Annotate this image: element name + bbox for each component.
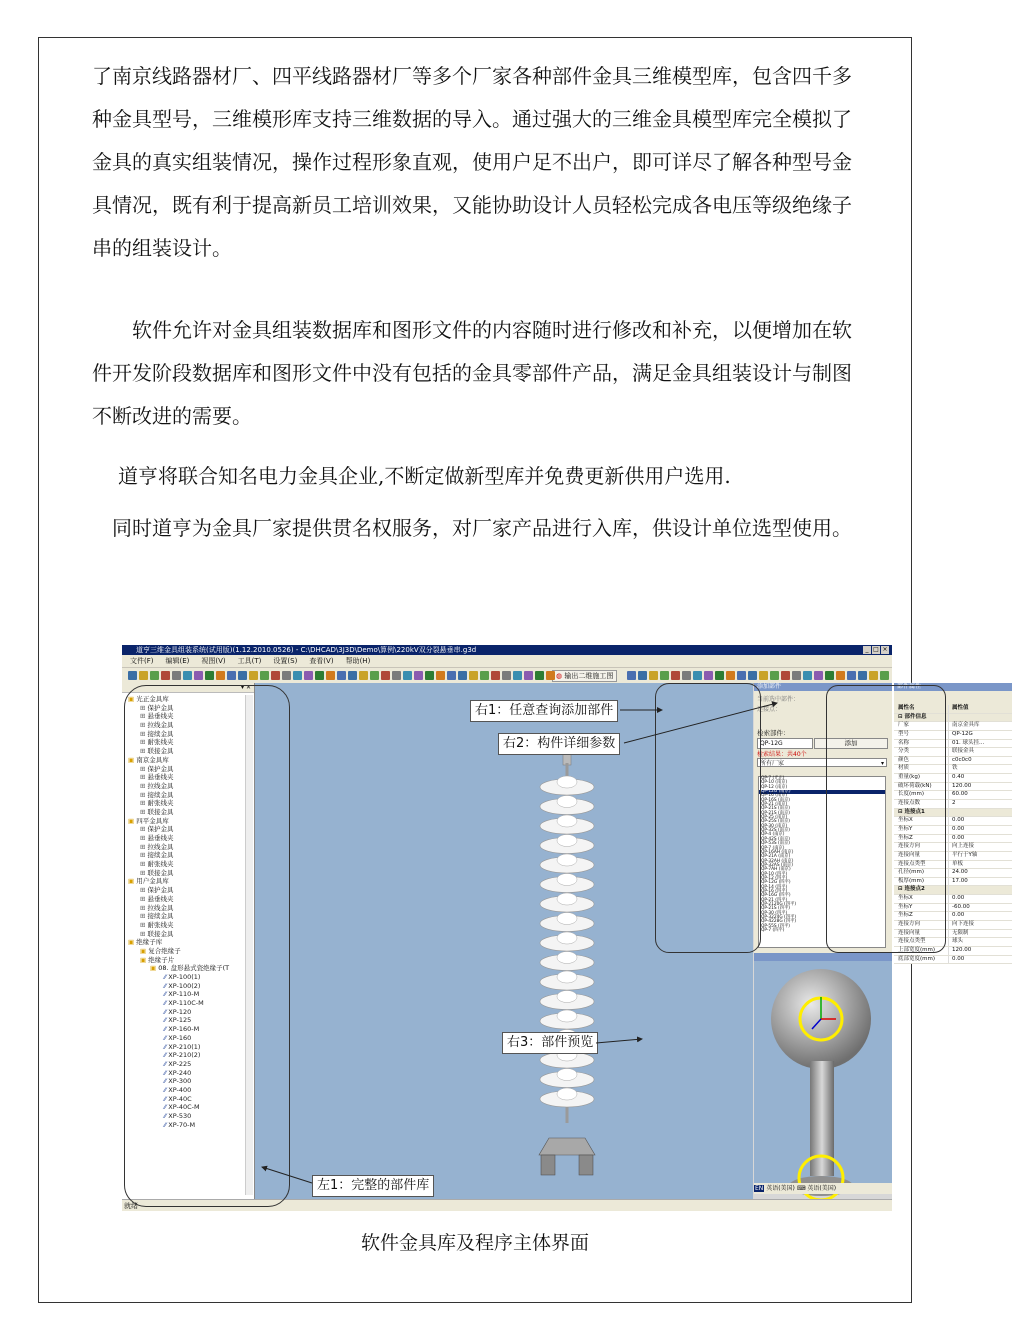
tree-item[interactable]: ⊞ 接续金具 (126, 912, 250, 921)
prop-name: 坐标Y (898, 825, 913, 832)
search-result-item[interactable]: QP-21A (南京) (761, 854, 791, 860)
tree-item[interactable]: ▣ 复合绝缘子 (126, 947, 250, 956)
search-result-item[interactable]: QP-21S (南京) (761, 810, 790, 816)
tree-item[interactable]: ⁄⁄ XP-225 (126, 1060, 250, 1069)
add-button[interactable]: 添加 (814, 738, 888, 749)
window-title: 道亨三维金具组装系统(试用版)(1.12.2010.0526) - C:\DHCAD\3J3D\Demo\算例\220kV双分裂悬垂串.g3d (136, 646, 477, 654)
prop-name: 连接点类型 (898, 860, 926, 867)
search-result-item[interactable]: QP-2120G (四平) (761, 901, 797, 907)
search-result-item[interactable]: QP-16 (四平) (761, 888, 788, 894)
prop-value (948, 714, 1012, 722)
prop-value: 联接金具 (948, 748, 1012, 756)
paragraph-1: 了南京线路器材厂、四平线路器材厂等多个厂家各种部件金具三维模型库，包含四千多种金具型号，三维模形库支持三维数据的导入。通过强大的三维金具模型库完全模拟了金具的真实组装情况，操作过程形象直观，使用户足不出户，即可详尽了解各种型号金具情况，既有利于提高新员工培训效果，又能协助设计人员轻松完成各电压等级绝缘子串的组装设计。 (92, 64, 852, 260)
search-panel-header: 添加部件 (754, 683, 892, 691)
prop-value: 0.00 (948, 912, 1012, 920)
tree-item[interactable]: ▣ 四平金具库 (126, 817, 250, 826)
prop-value: 17.00 (948, 878, 1012, 886)
search-result-item[interactable]: QP-16S (南京) (761, 797, 790, 803)
tree-item[interactable]: ▣ 用户金具库 (126, 877, 250, 886)
pane-header: ▾ ✕ (122, 683, 254, 693)
tree-item[interactable]: ▣ 绝缘子片 (126, 956, 250, 965)
tree-item[interactable]: ▣ 08. 盘形悬式瓷绝缘子(T (126, 964, 250, 973)
prop-name: 坐标X (898, 817, 913, 824)
tree-item[interactable]: ⊞ 悬垂线夹 (126, 895, 250, 904)
paragraph-3: 道亨将联合知名电力金具企业,不断定做新型库并免费更新供用户选用. (118, 464, 731, 488)
tree-item[interactable]: ⁄⁄ XP-40C (126, 1095, 250, 1104)
search-result-item[interactable]: QP-25 (南京) (761, 815, 788, 821)
figure-caption: 软件金具库及程序主体界面 (360, 1232, 589, 1254)
search-result-item[interactable]: QP-10 (南京) (761, 780, 788, 786)
menu-item-3[interactable]: 工具(T) (237, 657, 262, 665)
prop-value: 无限制 (948, 930, 1012, 938)
prop-name: 坐标Z (898, 912, 913, 919)
search-result-item[interactable]: QP-32S (南京) (761, 828, 790, 834)
prop-name: 连接点数 (898, 800, 921, 807)
prop-value: 南京金具库 (948, 722, 1012, 730)
search-result-item[interactable]: QP-32AS (南京) (761, 862, 793, 868)
prop-name: 孔径(mm) (898, 869, 925, 876)
prop-value: QP-12G (948, 731, 1012, 739)
prop-value: 0.40 (948, 774, 1012, 782)
tree-item[interactable]: ⊞ 耐张线夹 (126, 799, 250, 808)
prop-name: 连接方向 (898, 921, 921, 928)
tree-item[interactable]: ⊞ 拉线金具 (126, 843, 250, 852)
prop-name: 坐标X (898, 895, 913, 902)
search-result-item[interactable]: QP-12 (四平) (761, 875, 788, 881)
prop-value: 0.00 (948, 826, 1012, 834)
callout-right-2: 右2：构件详细参数 (498, 733, 620, 755)
tree-item[interactable]: ⁄⁄ XP-110-M (126, 990, 250, 999)
search-result-item[interactable]: QP-42S (南京) (761, 836, 790, 842)
props-row (894, 956, 1012, 965)
tree-item[interactable]: ⊞ 耐张线夹 (126, 921, 250, 930)
prop-value: 0.00 (948, 956, 1012, 964)
callout-right-1: 右1：任意查询添加部件 (470, 700, 618, 722)
maximize-icon[interactable]: □ (873, 646, 879, 653)
prop-name: 连接向量 (898, 929, 921, 936)
prop-name: ⊟ 部件信息 (898, 713, 927, 720)
tree-item[interactable]: ⊞ 拉线金具 (126, 904, 250, 913)
software-screenshot (122, 645, 985, 1211)
prop-name: 上部宽度(mm) (898, 946, 936, 953)
prop-value: c0c0c0 (948, 757, 1012, 765)
prop-name: 板厚(mm) (898, 877, 925, 884)
prop-value: 0.00 (948, 895, 1012, 903)
search-result-item[interactable]: QP-7 (光正) (761, 776, 785, 781)
search-result-item[interactable]: QP-7AH (南京) (761, 867, 791, 873)
tree-item[interactable]: ▣ 光正金具库 (126, 695, 250, 704)
search-result-item[interactable]: QP-7 (南京) (761, 845, 785, 851)
prop-name: 坐标Y (898, 903, 913, 910)
tree-item[interactable]: ▣ 南京金具库 (126, 756, 250, 765)
export-label: 输出二维施工图 (564, 672, 614, 680)
prop-name: ⊟ 连接点1 (898, 808, 925, 815)
search-result-item[interactable]: QP-30 (四平) (761, 910, 788, 916)
tree-item[interactable]: ⊞ 耐张线夹 (126, 738, 250, 747)
paragraph-2: 软件允许对金具组装数据库和图形文件的内容随时进行修改和补充，以便增加在软件开发阶段数据库和图形文件中没有包括的金具零部件产品，满足金具组装设计与制图不断改进的需要。 (92, 318, 852, 428)
tree-item[interactable]: ⁄⁄ XP-125 (126, 1016, 250, 1025)
current-part-label: 当前选中部件： (757, 696, 800, 703)
status-text: 就绪 (124, 1202, 138, 1210)
search-result-item[interactable]: QP-55S (四平) (761, 923, 790, 929)
language-icon: EN (755, 1185, 764, 1192)
prop-value: 0.00 (948, 817, 1012, 825)
search-result-item[interactable]: QP-21S (四平) (761, 906, 790, 912)
export-icon: ◍ (556, 672, 563, 680)
tree-item[interactable]: ⊞ 悬垂线夹 (126, 712, 250, 721)
search-result-item[interactable]: QP-3224G (四平) (761, 915, 797, 920)
search-result-item[interactable]: QP-10 (四平) (761, 871, 788, 877)
tree-item[interactable]: ⊞ 悬垂线夹 (126, 773, 250, 782)
search-result-item[interactable]: QP-12G (四平) (761, 880, 791, 886)
callout-left-1: 左1：完整的部件库 (312, 1175, 434, 1197)
close-icon[interactable]: × (882, 646, 888, 653)
search-label: 检索部件： (757, 729, 790, 737)
menu-item-6[interactable]: 帮助(H) (345, 657, 371, 665)
prop-value: 60.00 (948, 791, 1012, 799)
tree-item[interactable]: ⊞ 耐张线夹 (126, 860, 250, 869)
prop-name: 重量(kg) (898, 774, 920, 781)
search-result-item[interactable]: QP-32AH (南京) (761, 858, 794, 864)
menu-item-4[interactable]: 设置(S) (273, 657, 298, 665)
prop-value (948, 809, 1012, 817)
tab-language-2[interactable]: 英语(美国) (807, 1185, 837, 1192)
tree-item[interactable]: ⁄⁄ XP-240 (126, 1069, 250, 1078)
tree-item[interactable]: ⊞ 保护金具 (126, 704, 250, 713)
prop-name: 连接向量 (898, 851, 921, 858)
prop-value (948, 886, 1012, 894)
prop-name: 材质 (898, 765, 910, 772)
tree-item[interactable]: ⊞ 联接金具 (126, 808, 250, 817)
prop-name: 连接点类型 (898, 938, 926, 945)
tree-item[interactable]: ⁄⁄ XP-160 (126, 1034, 250, 1043)
search-result-item[interactable]: QP-16 (南京) (761, 793, 788, 799)
tree-item[interactable]: ⁄⁄ XP-160-M (126, 1025, 250, 1034)
prop-name: 坐标Z (898, 834, 913, 841)
prop-name: 破坏荷载(kN) (898, 782, 932, 789)
minimize-icon[interactable]: _ (863, 646, 871, 654)
search-result-item[interactable]: QP-21 (南京) (761, 802, 788, 808)
prop-value: 2 (948, 800, 1012, 808)
prop-value: 120.00 (948, 783, 1012, 791)
search-result-item[interactable]: QP-4 (南京) (761, 832, 785, 838)
search-result-item[interactable]: QP-30 (南京) (761, 823, 788, 829)
tree-item[interactable]: ⊞ 联接金具 (126, 747, 250, 756)
search-result-item[interactable]: QP-4228G (四平) (761, 919, 797, 925)
props-header-value: 属性值 (948, 705, 1012, 713)
prop-value: 24.00 (948, 869, 1012, 877)
tree-item[interactable]: ⁄⁄ XP-40C-M (126, 1103, 250, 1112)
search-result-item[interactable]: QP-21 (四平) (761, 897, 788, 903)
prop-name: ⊟ 连接点2 (898, 886, 925, 893)
tree-item[interactable]: ⊞ 拉线金具 (126, 782, 250, 791)
tab-language-1[interactable]: 英语(美国) (766, 1185, 795, 1192)
prop-value: 向下连接 (948, 921, 1012, 929)
vendor-select-value: 所有厂家 (760, 760, 785, 767)
search-result-item[interactable]: QP-25S (南京) (761, 819, 790, 825)
tree-item[interactable]: ⊞ 保护金具 (126, 825, 250, 834)
prop-value: 铁 (948, 765, 1012, 773)
search-result-item[interactable]: QP-16AH (南京) (761, 849, 794, 855)
search-result-item[interactable]: QP-14 (四平) (761, 884, 788, 890)
tree-item[interactable]: ⊞ 接续金具 (126, 791, 250, 800)
keyboard-icon: ⌨ (796, 1185, 808, 1192)
chevron-down-icon: ▾ (880, 760, 884, 767)
tree-item[interactable]: ⁄⁄ XP-530 (126, 1112, 250, 1121)
search-result-item[interactable]: QP-12 (南京) (761, 784, 788, 790)
prop-value: 球头 (948, 938, 1012, 946)
prop-value: 平行于Y轴 (948, 852, 1012, 860)
prop-name: 长度(mm) (898, 791, 925, 798)
prop-name: 型号 (898, 730, 910, 737)
callout-arrows (122, 645, 892, 1211)
prop-name: 颜色 (898, 756, 910, 763)
tree-item[interactable]: ▣ 绝缘子库 (126, 938, 250, 947)
search-result-item[interactable]: QP-16G (四平) (761, 893, 791, 899)
tree-item[interactable]: ⁄⁄ XP-400 (126, 1086, 250, 1095)
tree-item[interactable]: ⁄⁄ XP-100(1) (126, 973, 250, 982)
prop-name: 名称 (898, 739, 910, 746)
menu-item-2[interactable]: 视图(V) (201, 657, 226, 665)
prop-name: 厂家 (898, 722, 910, 729)
result-count: 检索结果：共40个 (757, 751, 807, 758)
search-input[interactable]: QP-12G (757, 738, 813, 749)
tree-item[interactable]: ⁄⁄ XP-210(2) (126, 1051, 250, 1060)
prop-value: 120.00 (948, 947, 1012, 955)
tree-item[interactable]: ⁄⁄ XP-120 (126, 1008, 250, 1017)
tree-item[interactable]: ⊞ 保护金具 (126, 886, 250, 895)
tree-item[interactable]: ⊞ 接续金具 (126, 730, 250, 739)
prop-value: 向上连接 (948, 843, 1012, 851)
prop-value: 单板 (948, 861, 1012, 869)
menu-item-5[interactable]: 查看(V) (309, 657, 334, 665)
tree-item[interactable]: ⁄⁄ XP-110C-M (126, 999, 250, 1008)
tree-item[interactable]: ⁄⁄ XP-300 (126, 1077, 250, 1086)
prop-name: 底部宽度(mm) (898, 955, 936, 962)
search-result-item[interactable]: QP-21S (南京) (761, 806, 790, 812)
tree-item[interactable]: ⊞ 悬垂线夹 (126, 834, 250, 843)
tree-item[interactable]: ⁄⁄ XP-100(2) (126, 982, 250, 991)
menu-item-1[interactable]: 编辑(E) (165, 657, 190, 665)
prop-value: 0.00 (948, 835, 1012, 843)
prop-name: 分类 (898, 748, 910, 755)
prop-value: -60.00 (948, 904, 1012, 912)
props-panel-header: 部件属性 (894, 683, 1012, 691)
prop-value: 01. 球头挂... (948, 740, 1012, 748)
tree-item[interactable]: ⊞ 保护金具 (126, 765, 250, 774)
callout-right-3: 右3：部件预览 (502, 1032, 598, 1054)
menu-item-0[interactable]: 文件(F) (130, 657, 154, 665)
tree-item[interactable]: ⊞ 拉线金具 (126, 721, 250, 730)
search-result-item[interactable]: QP-53S (南京) (761, 841, 790, 847)
tree-item[interactable]: ⊞ 联接金具 (126, 930, 250, 939)
tree-item[interactable]: ⊞ 联接金具 (126, 869, 250, 878)
props-header-name: 属性名 (898, 705, 915, 711)
search-result-item[interactable]: QP-7 (四平) (761, 928, 785, 934)
prop-name: 连接方向 (898, 843, 921, 850)
tree-item[interactable]: ⊞ 接续金具 (126, 851, 250, 860)
search-result-item[interactable]: QP-12G (南京) (759, 790, 885, 794)
connection-point-label: 连接点： (757, 706, 782, 713)
tree-item[interactable]: ⁄⁄ XP-70-M (126, 1121, 250, 1130)
tree-item[interactable]: ⁄⁄ XP-210(1) (126, 1043, 250, 1052)
paragraph-4: 同时道亨为金具厂家提供贯名权服务，对厂家产品进行入库，供设计单位选型使用。 (112, 516, 852, 540)
